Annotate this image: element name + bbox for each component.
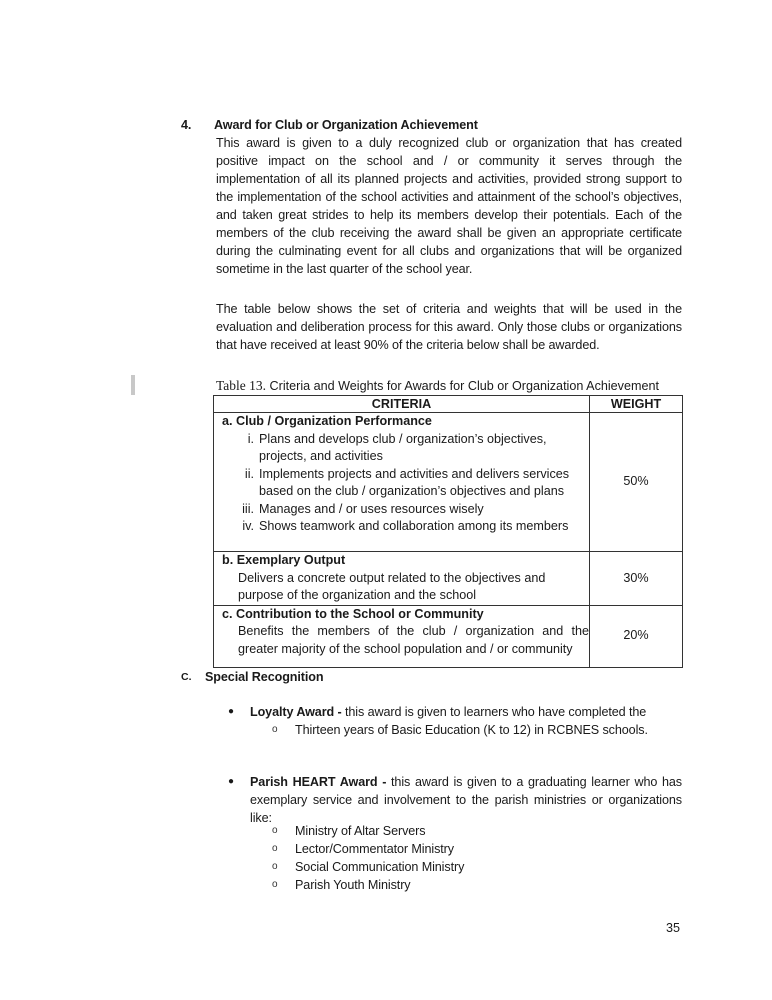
ministry-label: Parish Youth Ministry xyxy=(295,878,411,892)
roman-numeral: i. xyxy=(247,431,254,446)
parish-heart-award-item xyxy=(250,773,682,827)
criteria-description: Benefits the members of the club / organization and the greater majority of the school population and / or community xyxy=(238,624,589,656)
hollow-bullet-icon: o xyxy=(272,724,278,735)
section-c-number: C. xyxy=(181,671,192,683)
margin-mark xyxy=(131,375,135,395)
hollow-bullet-icon: o xyxy=(272,825,278,836)
criteria-sub-text: Shows teamwork and collaboration among its members xyxy=(259,519,569,533)
award-description-paragraph: This award is given to a duly recognized club or organization that has created positive impact on the school and / or community it serves through the implementation of all its planned projects and activities, provided strong support to the implementation of the school activities and attainment of the school’s objectives, and taken great strides to help its members develop their potentials. Each of the members of the club receiving the award shall be given an appropriate certificate during the culminating event for all clubs and organizations that will be organized sometime in the last quarter of the school year. xyxy=(216,136,682,276)
table-row xyxy=(214,552,683,606)
loyalty-sub-item: Thirteen years of Basic Education (K to 12) in RCBNES schools. xyxy=(295,723,648,737)
ministry-label: Lector/Commentator Ministry xyxy=(295,842,454,856)
criteria-sub-item xyxy=(214,501,589,519)
criteria-sub-text: Plans and develops club / organization’s objectives, projects, and activities xyxy=(259,431,547,463)
weight-cell: 50% xyxy=(590,413,683,552)
criteria-sub-item xyxy=(214,431,589,466)
award-name: Parish HEART Award - xyxy=(250,775,387,789)
page-number: 35 xyxy=(666,921,681,935)
criteria-title: b. Exemplary Output xyxy=(222,553,346,567)
table-caption-text: Criteria and Weights for Awards for Club or Organization Achievement xyxy=(266,379,659,393)
loyalty-award-item xyxy=(250,703,646,721)
table-caption xyxy=(216,378,659,394)
roman-numeral: iv. xyxy=(242,519,254,533)
table-row xyxy=(214,413,683,552)
hollow-bullet-icon: o xyxy=(272,879,278,890)
table-row xyxy=(214,605,683,667)
criteria-description: Delivers a concrete output related to the objectives and purpose of the organization and the school xyxy=(238,570,546,602)
weight-cell: 20% xyxy=(590,605,683,667)
table-caption-label: Table 13. xyxy=(216,378,267,393)
weight-header: WEIGHT xyxy=(590,396,683,413)
criteria-sub-item xyxy=(214,466,589,501)
criteria-cell xyxy=(214,552,590,606)
ministry-label: Social Communication Ministry xyxy=(295,860,465,874)
section-number: 4. xyxy=(181,118,192,132)
hollow-bullet-icon: o xyxy=(272,861,278,872)
ministry-label: Ministry of Altar Servers xyxy=(295,824,426,838)
criteria-sub-text: Manages and / or uses resources wisely xyxy=(259,501,484,516)
criteria-cell xyxy=(214,413,590,552)
criteria-sub-text: Implements projects and activities and delivers services based on the club / organization’s objectives and plans xyxy=(259,466,570,498)
roman-numeral: ii. xyxy=(244,466,254,481)
bullet-icon: ● xyxy=(228,706,235,717)
weight-cell: 30% xyxy=(590,552,683,606)
table-intro-paragraph: The table below shows the set of criteria and weights that will be used in the evaluation and deliberation process for this award. Only those clubs or organizations that have received at least 90% of the criteria below shall be awarded. xyxy=(216,302,682,352)
section-title: Award for Club or Organization Achievement xyxy=(214,118,478,132)
criteria-table xyxy=(213,395,683,668)
criteria-sub-list xyxy=(214,431,589,536)
award-description: this award is given to learners who have completed the xyxy=(341,705,647,719)
table-header-row xyxy=(214,396,683,413)
section-c-title: Special Recognition xyxy=(205,670,324,684)
criteria-cell xyxy=(214,605,590,667)
criteria-title: c. Contribution to the School or Community xyxy=(222,606,484,621)
roman-numeral: iii. xyxy=(242,501,254,516)
bullet-icon: ● xyxy=(228,776,235,787)
hollow-bullet-icon: o xyxy=(272,843,278,854)
criteria-header: CRITERIA xyxy=(214,396,590,413)
criteria-sub-item xyxy=(214,518,589,536)
award-description: this award is given to a graduating learner who has exemplary service and involvement to the parish ministries or organizations like: xyxy=(250,775,682,825)
award-name: Loyalty Award - xyxy=(250,705,342,719)
criteria-title: a. Club / Organization Performance xyxy=(222,414,432,428)
